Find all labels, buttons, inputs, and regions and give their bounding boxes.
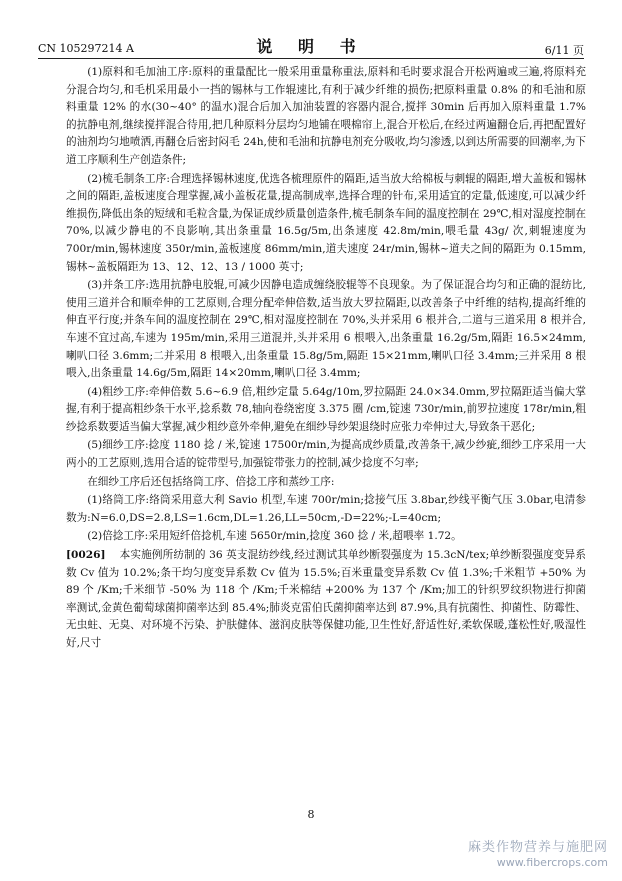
paragraph-0026-text: 本实施例所纺制的 36 英支混纺纱线,经过测试其单纱断裂强度为 15.3cN/tex;单纱断裂强度变异系数 Cv 值为 10.2%;条干均匀度变异系数 Cv 值为 15.5%;百米重量变异系数 Cv 值 1.3%;千米粗节 +50% 为 89 个 /Km;千米细节 -50% 为 118 个 /Km;千米棉结 +200% 为 137 个 /Km;加工的针织罗纹织物进行抑菌率测试,金黄色葡萄球菌抑菌率达到 85.4%;肺炎克雷伯氏菌抑菌率达到 87.9%,具有抗菌性、抑菌性、防霉性、无虫蛀、无臭、对环境不污染、护肤健体、滋润皮肤等保健功能,卫生性好,舒适性好,柔软保暖,蓬松性好,吸湿性好,尺寸 xyxy=(66,549,586,649)
paragraph-number: [0026] xyxy=(66,549,106,562)
document-title: 说 明 书 xyxy=(256,37,366,56)
paragraph-0026 xyxy=(66,547,586,653)
paragraph-two-for-one-twisting: (2)倍捻工序:采用短纤倍捻机,车速 5650r/min,捻度 360 捻 / 米,超喂率 1.72。 xyxy=(87,530,462,543)
paragraph-post-spinning-intro: 在细纱工序后还包括络筒工序、倍捻工序和蒸纱工序: xyxy=(87,475,335,488)
paragraph-winding: (1)络筒工序:络筒采用意大利 Savio 机型,车速 700r/min;捻接气压 3.8bar,纱线平衡气压 3.0bar,电清参数为:N=6.0,DS=2.8,LS=1.6cm,DL=1.26,LL=50cm,-D=22%;-L=40cm; xyxy=(66,494,586,524)
paragraph-raw-material-oiling: (1)原料和毛加油工序:原料的重量配比一般采用重量称重法,原料和毛时要求混合开松两遍或三遍,将原料充分混合均匀,和毛机采用最小一挡的锡林与工作辊速比,有利于减少纤维的损伤;把原料重量 0.8% 的和毛油和原料重量 12% 的水(30~40° 的温水)混合后加入加油装置的容器内混合,搅拌 30min 后再加入原料重量 1.7% 的抗静电剂,继续搅拌混合待用,把几种原料分层均匀地铺在喂棉帘上,混合开松后,在经过两遍翻仓后,再把配置好的油剂均匀地喷洒,再翻仓后密封闷毛 24h,使和毛油和抗静电剂充分吸收,均匀渗透,以到达所需要的回潮率,为下道工序顺利生产创造条件; xyxy=(66,66,586,166)
paragraph-roving: (4)粗纱工序:牵伸倍数 5.6~6.9 倍,粗纱定量 5.64g/10m,罗拉隔距 24.0×34.0mm,罗拉隔距适当偏大掌握,有利于提高粗纱条干水平,捻系数 78,轴向卷绕密度 3.375 圈 /cm,锭速 730r/min,前罗拉速度 178r/min,粗纱捻系数要适当偏大掌握,减少粗纱意外牵伸,避免在细纱导纱架退绕时应张力牵伸过大,导致条干恶化; xyxy=(66,385,586,433)
page-indicator: 6/11 页 xyxy=(544,44,584,57)
document-body xyxy=(66,64,586,654)
watermark-url: www.fibercrops.com xyxy=(496,856,608,869)
site-watermark xyxy=(468,840,608,870)
page-number: 8 xyxy=(307,808,315,821)
watermark-site-name: 麻类作物营养与施肥网 xyxy=(467,840,608,855)
page-header xyxy=(38,34,584,58)
paragraph-drawing: (3)并条工序:选用抗静电胶辊,可减少因静电造成缠绕胶辊等不良现象。为了保证混合均匀和正确的混纺比,使用三道并合和顺牵伸的工艺原则,合理分配牵伸倍数,适当放大罗拉隔距,以改善条子中纤维的结构,提高纤维的伸直平行度;并条车间的温度控制在 29℃,相对湿度控制在 70%,头并采用 6 根并合,二道与三道采用 8 根并合,车速不宜过高,车速为 195m/min,采用三道混并,头并采用 6 根喂入,出条重量 16.2g/5m,隔距 16.5×24mm,喇叭口径 3.6mm;二并采用 8 根喂入,出条重量 15.8g/5m,隔距 15×21mm,喇叭口径 3.4mm;三并采用 8 根喂入,出条重量 14.6g/5m,隔距 14×20mm,喇叭口径 3.4mm; xyxy=(66,279,586,380)
header-divider xyxy=(38,58,584,59)
paragraph-spinning: (5)细纱工序:捻度 1180 捻 / 米,锭速 17500r/min,为提高成纱质量,改善条干,减少纱疵,细纱工序采用一大两小的工艺原则,选用合适的锭带型号,加强锭带张力的控制,减少捻度不匀率; xyxy=(66,439,586,470)
paragraph-carding: (2)梳毛制条工序:合理选择锡林速度,优选各梳理原件的隔距,适当放大给棉板与刺辊的隔距,增大盖板和锡林之间的隔距,盖板速度合理掌握,减小盖板花量,提高制成率,选择合理的针布,采用适宜的定量,低速度,可以减少纤维损伤,降低出条的短绒和毛粒含量,为保证成纱质量创造条件,梳毛制条车间的温度控制在 29℃,相对湿度控制在 70%,以减少静电的不良影响,其出条重量 16.5g/5m,出条速度 42.8m/min,喂毛量 43g/ 次,刺辊速度为 700r/min,锡林速度 350r/min,盖板速度 86mm/min,道夫速度 24r/min,锡林~道夫之间的隔距为 0.15mm,锡林~盖板隔距为 13、12、12、13 / 1000 英寸; xyxy=(66,172,586,273)
patent-number: CN 105297214 A xyxy=(38,42,134,55)
